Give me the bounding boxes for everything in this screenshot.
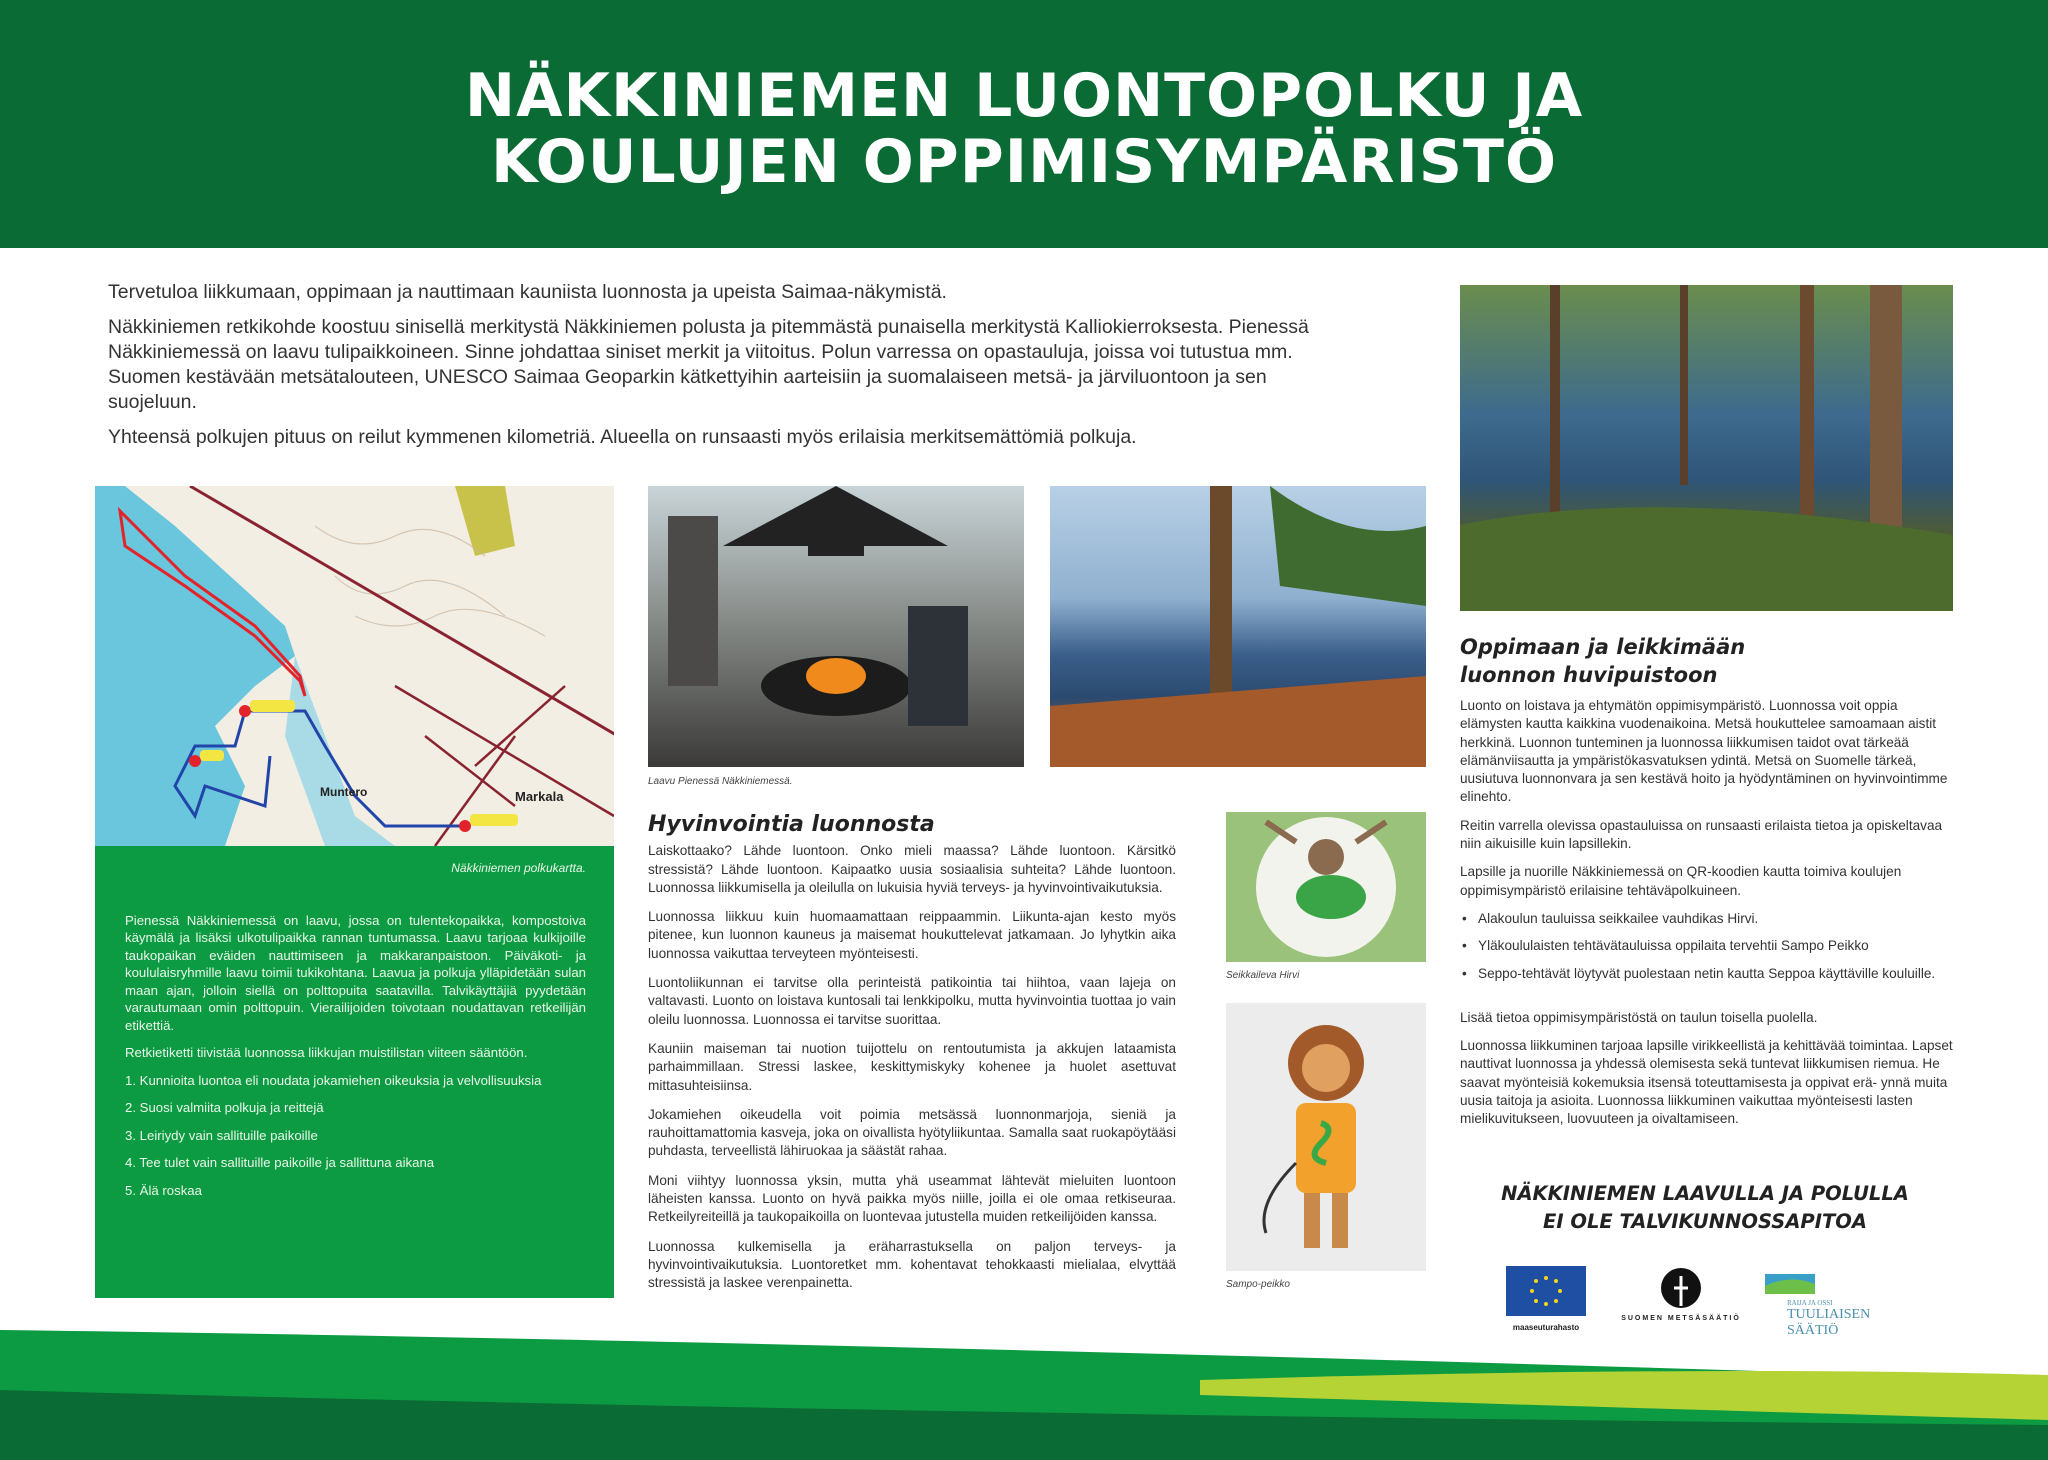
learning-paragraph: Luonnossa liikkuminen tarjoaa lapsille virikkeellistä ja kehittävää toimintaa. Lapset nauttivat luonnossa ja yhdessä olemisesta sekä tuntevat liikkumisen riemua. He saavat myönteisiä kokemuksia itsensä toteuttamisesta ja oppivat erä- ynnä muita uusia taitoja ja asioita. Luonnossa liikkuminen vaikuttaa myönteisesti lasten mielikuvitukseen, luovuuteen ja oivaltamiseen.: [1460, 1038, 1953, 1127]
map-caption: Näkkiniemen polkukartta.: [451, 861, 586, 875]
learning-paragraph: Reitin varrella olevissa opastauluissa on runsaasti erilaista tietoa ja opiskeltavaa niin aikuisille kuin lapsillekin.: [1460, 817, 1943, 852]
learning-paragraph: Luonto on loistava ja ehtymätön oppimisympäristö. Luonnossa voit oppia elämysten kautta kaikkina vuodenaikoina. Metsä houkuttelee samoamaan aistit herkkinä. Luonnon tunteminen ja luonnossa liikkumisen taidot ovat tärkeää elämänviisautta ja ympäristökasvatuksen ydintä. Metsä on Suomelle tärkeä, uusiutuva luonnonvara ja sen kestävä hoito ja hyödyntäminen on hyvinvointimme elinehto.: [1460, 698, 1948, 805]
wellbeing-paragraph: Luonnossa kulkemisella ja eräharrastuksella on paljon terveys- ja hyvinvointivaikutuksia. Luontoretket mm. kohentavat tehokkaasti mielialaa, elvyttää stressistä ja laskee verenpainetta.: [648, 1238, 1176, 1291]
intro-paragraph: Tervetuloa liikkumaan, oppimaan ja nauttimaan kauniista luonnosta ja upeista Saimaa-näkymistä.: [108, 281, 947, 303]
laavu-caption: Laavu Pienessä Näkkiniemessä.: [648, 776, 793, 787]
laavu-photo: [648, 486, 1024, 767]
learning-heading: Oppimaan ja leikkimään luonnon huvipuistoon: [1460, 635, 1746, 687]
wellbeing-paragraph: Luonnossa liikkuu kuin huomaamattaan reippaammin. Liikunta-ajan kesto myös pitenee, kun luonnon kauneus ja maisemat houkuttelevat jatkamaan. Jo lyhytkin aika luonnossa vaikuttaa terveyteen myönteisesti.: [648, 909, 1176, 961]
sampo-peikko-illustration: [1226, 1003, 1426, 1271]
forest-shore-photo: [1460, 285, 1953, 611]
laavu-description: Pienessä Näkkiniemessä on laavu, jossa on tulentekopaikka, kompostoiva käymälä ja lisäksi ulkotulipaikka rannan tuntumassa. Laavu tarjoaa kulkijoille taukopaikan eväiden nauttimiseen ja makkaranpaistoon. Päiväkoti- ja koululaisryhmille laavu toimii tukikohtana. Laavua ja polkuja ylläpidetään sulan maan ajan, jolloin siellä on polttopuita saatavilla. Talvikäyttäjiä pyydetään varautumaan omin polttopuin. Vierailijoiden toivotaan noudattavan retkeilijän etikettiä.: [125, 912, 586, 1033]
wellbeing-heading: Hyvinvointia luonnosta: [648, 812, 935, 837]
rule-item: 3. Leiriydy vain sallituille paikoille: [125, 1127, 318, 1143]
header-banner: [0, 0, 2048, 248]
tuuliainen-small-text: RAIJA JA OSSI: [1787, 1299, 1833, 1307]
wellbeing-section: [648, 812, 1176, 1304]
rules-intro: Retkietiketti tiivistää luonnossa liikkujan muistilistan viiteen sääntöön.: [125, 1045, 528, 1060]
lake-photo: [1050, 486, 1426, 767]
rule-item: 4. Tee tulet vain sallituille paikoille ja sallittuna aikana: [125, 1155, 435, 1170]
tuuliainen-text: TUULIAISEN SÄÄTIÖ: [1787, 1307, 1871, 1338]
rule-item: 5. Älä roskaa: [125, 1182, 202, 1198]
hirvi-illustration: [1226, 812, 1426, 962]
learning-bullets: [1460, 910, 1953, 983]
wellbeing-paragraph: Luontoliikunnan ei tarvitse olla perinteistä patikointia tai hiihtoa, vaan lajeja on valtavasti. Luonto on loistava kuntosali tai lenkkipolku, mutta hyvinvointia tuottaa jo vain oleilu luonnossa. Luonnossa ei tarvitse suorittaa.: [648, 975, 1176, 1027]
learning-paragraph: Lapsille ja nuorille Näkkiniemessä on QR-koodien kautta toimiva koulujen oppimisympäristö erilaisine tehtäväpolkuineen.: [1460, 864, 1902, 898]
notice-line: EI OLE TALVIKUNNOSSAPITOA: [1543, 1210, 1867, 1233]
metsasaatio-text: SUOMEN METSÄSÄÄTIÖ: [1621, 1315, 1741, 1322]
bullet-item: • Alakoulun tauluissa seikkailee vauhdikas Hirvi.: [1460, 910, 1953, 928]
laavu-info-box: [95, 846, 614, 1298]
intro-paragraph: Näkkiniemen retkikohde koostuu sinisellä merkitystä Näkkiniemen polusta ja pitemmästä punaisella merkitystä Kalliokierroksesta. Pienessä Näkkiniemessä on laavu tulipaikkoineen. Sinne johdattaa siniset merkit ja viitoitus. Polun varressa on opastauluja, joissa voi tutustua mm. Suomen kestävään metsätalouteen, UNESCO Saimaa Geoparkin kätkettyihin aarteisiin ja suomalaiseen metsä- ja järviluontoon ja sen suojeluun.: [108, 316, 1309, 413]
map-label-markala: Markala: [515, 789, 564, 804]
eu-logo-text: maaseuturahasto: [1512, 1323, 1580, 1332]
learning-section: [1460, 633, 1953, 1139]
wellbeing-paragraph: Kauniin maiseman tai nuotion tuijottelu on rentoutumista ja akkujen lataamista parhaimmillaan. Stressi laskee, keskittymiskyky kohenee ja huolet asettuvat mittasuhteisiinsa.: [648, 1040, 1176, 1093]
hirvi-caption: Seikkaileva Hirvi: [1226, 970, 1300, 981]
sampo-caption: Sampo-peikko: [1226, 1279, 1290, 1290]
tuuliaisen-saatio-logo: [1765, 1274, 1925, 1338]
rules-list: [125, 1072, 586, 1200]
intro-paragraph: Yhteensä polkujen pituus on reilut kymmenen kilometriä. Alueella on runsaasti myös erilaisia merkitsemättömiä polkuja.: [108, 426, 1137, 448]
learning-paragraph: Lisää tietoa oppimisympäristöstä on taulun toisella puolella.: [1460, 1009, 1818, 1025]
bottom-wave-decoration: [0, 1320, 2048, 1460]
wellbeing-paragraph: Jokamiehen oikeudella voit poimia metsässä luonnonmarjoja, sieniä ja rauhoittamattomia kasveja, joka on oivallista hyötyliikuntaa. Samalla saat ruokapöytääsi puhdasta, terveellistä lähiruokaa ja säästät rahaa.: [648, 1106, 1176, 1159]
bullet-item: • Yläkoululaisten tehtävätauluissa oppilaita tervehtii Sampo Peikko: [1460, 937, 1953, 955]
intro-text: [108, 280, 1348, 460]
notice-line: NÄKKINIEMEN LAAVULLA JA POLULLA: [1501, 1182, 1909, 1205]
rule-item: 1. Kunnioita luontoa eli noudata jokamiehen oikeuksia ja velvollisuuksia: [125, 1072, 542, 1088]
wellbeing-paragraph: Moni viihtyy luonnossa yksin, mutta yhä useammat lähtevät mieluiten luontoon läheisten kanssa. Luonto on hyvä paikka myös niille, joilla ei ole omaa retkiseuraa. Retkeilyreiteillä ja taukopaikoilla on luontevaa jutustella muiden retkeilijöiden kanssa.: [648, 1172, 1176, 1225]
rule-item: 2. Suosi valmiita polkuja ja reittejä: [125, 1100, 324, 1115]
winter-maintenance-notice: [1470, 1180, 1940, 1236]
page-title: NÄKKINIEMEN LUONTOPOLKU JA KOULUJEN OPPIMISYMPÄRISTÖ: [464, 61, 1584, 197]
suomen-metsasaatio-logo: [1616, 1266, 1746, 1328]
trail-map: [95, 486, 614, 846]
wellbeing-paragraph: Laiskottaako? Lähde luontoon. Onko mieli maassa? Lähde luontoon. Kärsitkö stressistä? Lähde luontoon. Kaipaatko uusia sosiaalisia suhteita? Lähde luontoon. Luonnossa liikkumisella ja oleilulla on lukuisia hyviä terveys- ja hyvinvointivaikutuksia.: [648, 843, 1176, 895]
bullet-item: • Seppo-tehtävät löytyvät puolestaan netin kautta Seppoa käyttäville kouluille.: [1460, 965, 1953, 983]
eu-maaseuturahasto-logo: [1506, 1266, 1586, 1332]
map-label-muntero: Muntero: [320, 785, 368, 799]
